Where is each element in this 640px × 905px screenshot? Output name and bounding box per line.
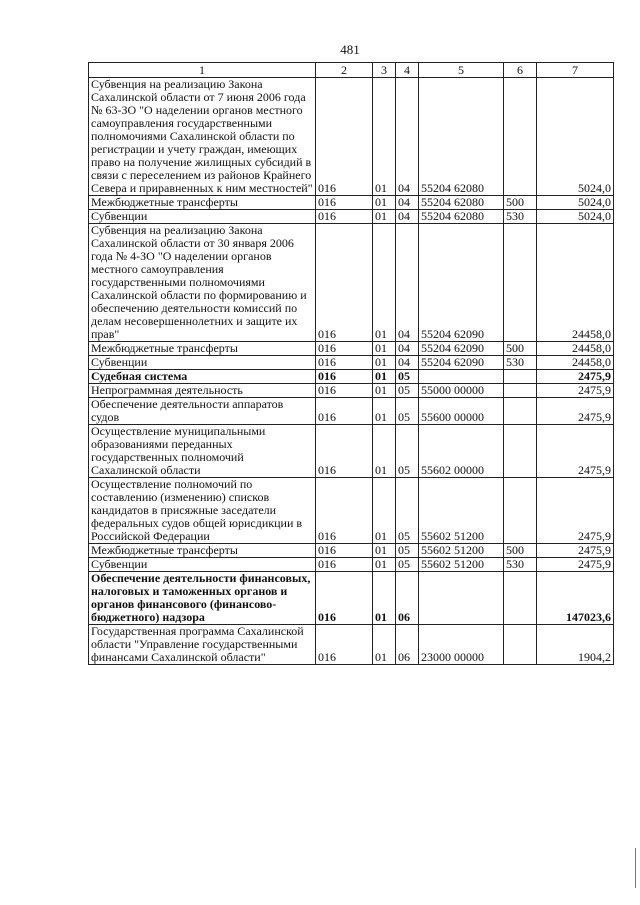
row-cell-col-5 — [419, 370, 504, 384]
row-cell-col-7: 2475,9 — [537, 558, 614, 572]
row-cell-col-4: 05 — [396, 478, 419, 544]
budget-table — [88, 62, 614, 665]
row-name-cell: Осуществление муниципальными образованиями переданных государственных полномочий Сахалинской области — [89, 425, 316, 478]
row-cell-col-7: 24458,0 — [537, 342, 614, 356]
row-cell-col-6: 530 — [504, 356, 537, 370]
table-row — [89, 478, 614, 544]
row-cell-col-3: 01 — [373, 196, 396, 210]
table-row — [89, 544, 614, 558]
row-cell-col-6 — [504, 572, 537, 625]
row-cell-col-2: 016 — [316, 398, 373, 425]
header-col-2: 2 — [316, 63, 373, 78]
row-cell-col-5: 55602 51200 — [419, 478, 504, 544]
header-col-4: 4 — [396, 63, 419, 78]
row-cell-col-6 — [504, 625, 537, 665]
row-cell-col-4: 04 — [396, 78, 419, 196]
header-col-1: 1 — [89, 63, 316, 78]
row-cell-col-3: 01 — [373, 425, 396, 478]
row-cell-col-3: 01 — [373, 398, 396, 425]
row-cell-col-4: 05 — [396, 398, 419, 425]
row-cell-col-3: 01 — [373, 342, 396, 356]
row-name-cell: Субвенции — [89, 356, 316, 370]
row-cell-col-3: 01 — [373, 370, 396, 384]
row-cell-col-2: 016 — [316, 196, 373, 210]
row-name-cell: Межбюджетные трансферты — [89, 342, 316, 356]
row-cell-col-4: 04 — [396, 196, 419, 210]
row-cell-col-5: 55602 51200 — [419, 544, 504, 558]
row-cell-col-7: 2475,9 — [537, 384, 614, 398]
row-cell-col-2: 016 — [316, 625, 373, 665]
row-cell-col-5: 55600 00000 — [419, 398, 504, 425]
row-name-cell: Субвенции — [89, 558, 316, 572]
row-cell-col-5: 55204 62090 — [419, 356, 504, 370]
table-row — [89, 384, 614, 398]
row-cell-col-5: 55204 62080 — [419, 78, 504, 196]
row-cell-col-4: 04 — [396, 224, 419, 342]
header-col-5: 5 — [419, 63, 504, 78]
row-cell-col-6 — [504, 370, 537, 384]
header-col-3: 3 — [373, 63, 396, 78]
row-cell-col-3: 01 — [373, 558, 396, 572]
table-row — [89, 425, 614, 478]
row-cell-col-7: 24458,0 — [537, 356, 614, 370]
row-cell-col-6: 530 — [504, 210, 537, 224]
row-cell-col-5: 55000 00000 — [419, 384, 504, 398]
row-cell-col-5: 23000 00000 — [419, 625, 504, 665]
row-cell-col-6 — [504, 425, 537, 478]
row-cell-col-7: 24458,0 — [537, 224, 614, 342]
row-cell-col-6: 530 — [504, 558, 537, 572]
row-cell-col-2: 016 — [316, 370, 373, 384]
row-cell-col-4: 04 — [396, 342, 419, 356]
row-name-cell: Субвенции — [89, 210, 316, 224]
row-cell-col-7: 2475,9 — [537, 478, 614, 544]
row-name-cell: Межбюджетные трансферты — [89, 544, 316, 558]
row-cell-col-5: 55204 62090 — [419, 342, 504, 356]
row-cell-col-2: 016 — [316, 78, 373, 196]
row-cell-col-4: 06 — [396, 625, 419, 665]
row-name-cell: Непрограммная деятельность — [89, 384, 316, 398]
row-cell-col-6: 500 — [504, 342, 537, 356]
page-number: 481 — [340, 42, 360, 57]
row-cell-col-2: 016 — [316, 572, 373, 625]
row-name-cell: Обеспечение деятельности аппаратов судов — [89, 398, 316, 425]
header-col-6: 6 — [504, 63, 537, 78]
budget-table-body — [89, 63, 614, 665]
row-cell-col-6 — [504, 384, 537, 398]
table-row — [89, 398, 614, 425]
row-cell-col-7: 147023,6 — [537, 572, 614, 625]
scan-mark — [635, 848, 636, 888]
table-row — [89, 572, 614, 625]
row-cell-col-2: 016 — [316, 544, 373, 558]
row-cell-col-7: 2475,9 — [537, 398, 614, 425]
row-cell-col-7: 5024,0 — [537, 196, 614, 210]
row-cell-col-3: 01 — [373, 572, 396, 625]
table-row — [89, 78, 614, 196]
row-cell-col-4: 05 — [396, 370, 419, 384]
row-cell-col-7: 1904,2 — [537, 625, 614, 665]
row-cell-col-5 — [419, 572, 504, 625]
row-cell-col-4: 06 — [396, 572, 419, 625]
table-row — [89, 196, 614, 210]
row-cell-col-3: 01 — [373, 210, 396, 224]
row-cell-col-3: 01 — [373, 544, 396, 558]
table-row — [89, 558, 614, 572]
table-row — [89, 224, 614, 342]
row-cell-col-6 — [504, 398, 537, 425]
row-cell-col-4: 04 — [396, 210, 419, 224]
row-cell-col-4: 05 — [396, 558, 419, 572]
row-cell-col-4: 05 — [396, 544, 419, 558]
table-row — [89, 370, 614, 384]
row-cell-col-5: 55204 62090 — [419, 224, 504, 342]
row-cell-col-7: 2475,9 — [537, 370, 614, 384]
row-cell-col-2: 016 — [316, 224, 373, 342]
row-cell-col-4: 05 — [396, 384, 419, 398]
row-name-cell: Государственная программа Сахалинской области "Управление государственными финансами Сахалинской области" — [89, 625, 316, 665]
row-name-cell: Судебная система — [89, 370, 316, 384]
row-name-cell: Обеспечение деятельности финансовых, налоговых и таможенных органов и органов финансового (финансово-бюджетного) надзора — [89, 572, 316, 625]
row-name-cell: Субвенция на реализацию Закона Сахалинской области от 7 июня 2006 года № 63-ЗО "О наделении органов местного самоуправления государственными полномочиями Сахалинской области по регистрации и учету граждан, имеющих право на получение жилищных субсидий в связи с переселением из районов Крайнего Севера и приравненных к ним местностей" — [89, 78, 316, 196]
row-cell-col-2: 016 — [316, 342, 373, 356]
row-cell-col-7: 2475,9 — [537, 544, 614, 558]
row-cell-col-2: 016 — [316, 356, 373, 370]
row-cell-col-3: 01 — [373, 224, 396, 342]
row-cell-col-6 — [504, 78, 537, 196]
row-cell-col-5: 55204 62080 — [419, 210, 504, 224]
row-cell-col-2: 016 — [316, 384, 373, 398]
header-col-7: 7 — [537, 63, 614, 78]
row-cell-col-4: 05 — [396, 425, 419, 478]
row-cell-col-2: 016 — [316, 478, 373, 544]
table-row — [89, 625, 614, 665]
row-cell-col-2: 016 — [316, 210, 373, 224]
table-row — [89, 210, 614, 224]
row-name-cell: Межбюджетные трансферты — [89, 196, 316, 210]
row-cell-col-6: 500 — [504, 544, 537, 558]
row-cell-col-6 — [504, 224, 537, 342]
row-cell-col-4: 04 — [396, 356, 419, 370]
row-cell-col-2: 016 — [316, 558, 373, 572]
row-cell-col-3: 01 — [373, 384, 396, 398]
table-row — [89, 342, 614, 356]
row-cell-col-7: 2475,9 — [537, 425, 614, 478]
row-cell-col-5: 55602 51200 — [419, 558, 504, 572]
row-cell-col-7: 5024,0 — [537, 78, 614, 196]
row-cell-col-3: 01 — [373, 478, 396, 544]
row-cell-col-7: 5024,0 — [537, 210, 614, 224]
row-cell-col-5: 55602 00000 — [419, 425, 504, 478]
row-name-cell: Субвенция на реализацию Закона Сахалинской области от 30 января 2006 года № 4-ЗО "О наделении органов местного самоуправления государственными полномочиями Сахалинской области по формированию и обеспечению деятельности комиссий по делам несовершеннолетних и защите их прав" — [89, 224, 316, 342]
row-cell-col-6 — [504, 478, 537, 544]
row-cell-col-6: 500 — [504, 196, 537, 210]
row-cell-col-3: 01 — [373, 356, 396, 370]
row-name-cell: Осуществление полномочий по составлению (изменению) списков кандидатов в присяжные заседатели федеральных судов общей юрисдикции в Российской Федерации — [89, 478, 316, 544]
row-cell-col-3: 01 — [373, 625, 396, 665]
row-cell-col-3: 01 — [373, 78, 396, 196]
header-row — [89, 63, 614, 78]
table-row — [89, 356, 614, 370]
row-cell-col-2: 016 — [316, 425, 373, 478]
row-cell-col-5: 55204 62080 — [419, 196, 504, 210]
